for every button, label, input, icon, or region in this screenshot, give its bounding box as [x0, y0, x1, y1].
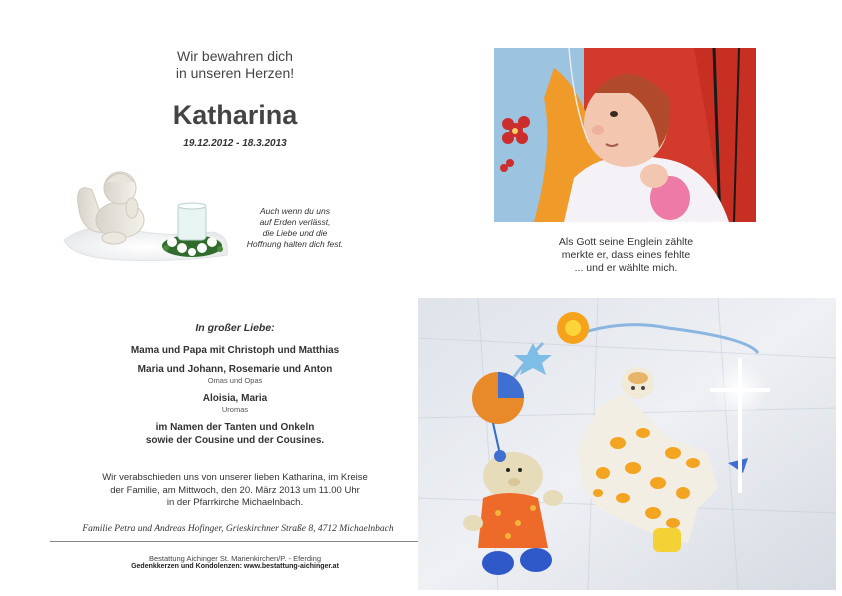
quote-line-3: ... und er wählte mich. — [574, 262, 678, 274]
memorial-intro — [135, 48, 335, 82]
baby-photo — [494, 48, 756, 222]
life-dates: 19.12.2012 - 18.3.2013 — [183, 138, 287, 149]
farewell-line-3: in der Pfarrkirche Michaelnbach. — [166, 497, 304, 508]
poem-line-3: die Liebe und die — [262, 228, 328, 238]
family-mourners — [60, 322, 410, 447]
divider — [50, 541, 422, 542]
farewell-notice — [50, 472, 420, 510]
family-great-grandmother: Aloisia, Maria — [202, 393, 268, 404]
candle-with-flowers-icon — [158, 200, 228, 260]
angel-quote — [494, 236, 758, 275]
quote-line-2: merkte er, dass eines fehlte — [561, 249, 691, 261]
intro-line-1: Wir bewahren dich — [177, 48, 293, 64]
poem-line-2: auf Erden verlässt, — [259, 217, 331, 227]
family-grandparents-role: Omas und Opas — [207, 376, 263, 385]
farewell-line-1: Wir verabschieden uns von unserer lieben Katharina, im Kreise — [102, 472, 368, 483]
memorial-poem — [236, 206, 354, 250]
intro-line-2: in unseren Herzen! — [175, 65, 295, 81]
deceased-name: Katharina — [172, 100, 298, 130]
family-heading: In großer Liebe: — [195, 322, 275, 334]
family-great-grandmother-role: Uromas — [221, 405, 249, 414]
family-parents: Mama und Papa mit Christoph und Matthias — [130, 345, 340, 356]
family-relatives-line-1: im Namen der Tanten und Onkeln — [155, 422, 315, 433]
angel-candle-illustration — [62, 160, 232, 265]
quote-line-1: Als Gott seine Englein zählte — [558, 236, 694, 248]
poem-line-1: Auch wenn du uns — [260, 206, 330, 216]
family-grandparents: Maria und Johann, Rosemarie und Anton — [137, 364, 333, 375]
funeral-home: Bestattung Aichinger St. Marienkirchen/P. - Eferding — [148, 554, 322, 563]
poem-line-4: Hoffnung halten dich fest. — [246, 239, 344, 249]
family-signature: Familie Petra und Andreas Hofinger, Grieskirchner Straße 8, 4712 Michaelnbach — [82, 524, 394, 534]
condolence-website: Gedenkkerzen und Kondolenzen: www.bestattung-aichinger.at — [131, 563, 339, 570]
family-relatives-line-2: sowie der Cousine und der Cousines. — [145, 435, 325, 446]
farewell-line-2: der Familie, am Mittwoch, den 20. März 2013 um 11.00 Uhr — [110, 484, 360, 496]
toys-photo — [418, 298, 836, 590]
